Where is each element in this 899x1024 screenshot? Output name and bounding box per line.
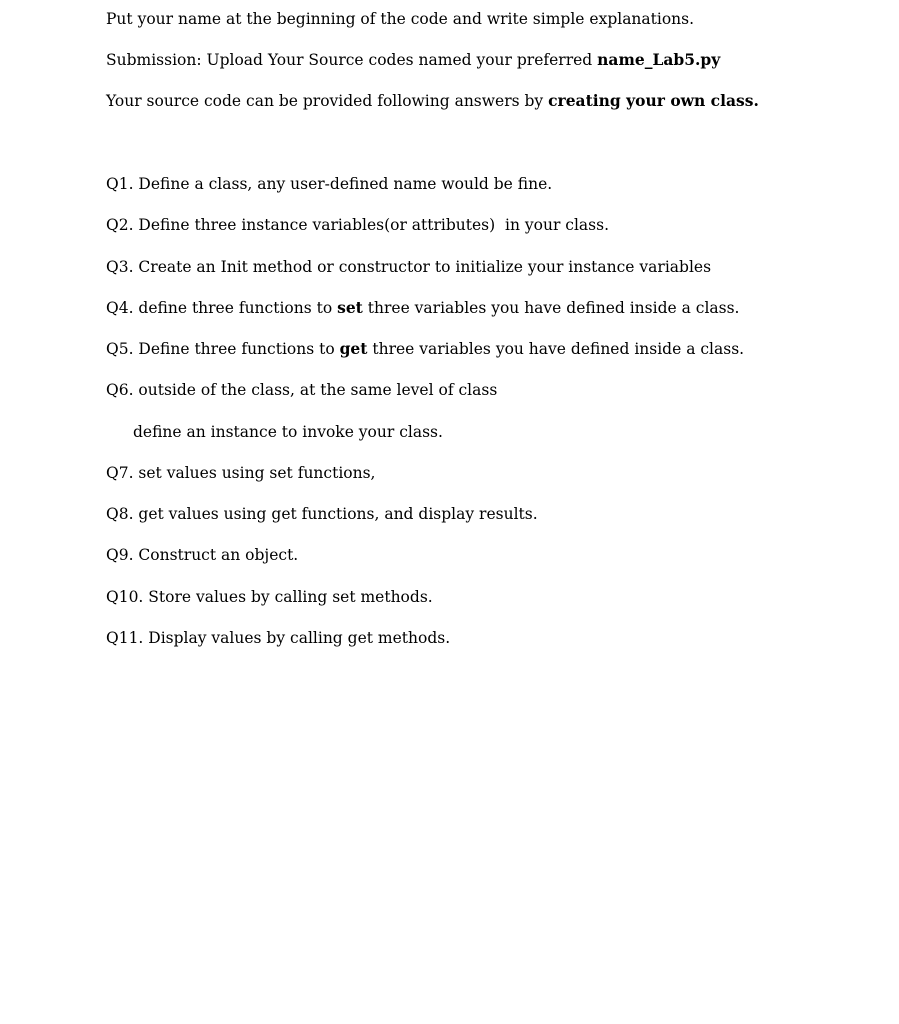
q6-detail-text: define an instance to invoke your class. xyxy=(133,423,443,441)
question-q1 xyxy=(106,174,552,194)
source-text: Your source code can be provided following answers by xyxy=(106,92,549,110)
question-q2 xyxy=(106,215,609,235)
source-instruction xyxy=(106,91,759,111)
q5-text-prefix: Q5. Define three functions to xyxy=(106,340,340,358)
question-q10 xyxy=(106,587,433,607)
q4-text-prefix: Q4. define three functions to xyxy=(106,299,338,317)
q6-text: Q6. outside of the class, at the same level of class xyxy=(106,381,498,399)
submission-text: Submission: Upload Your Source codes named your preferred xyxy=(106,51,598,69)
q4-bold: set xyxy=(337,298,363,317)
q5-bold: get xyxy=(339,339,368,358)
question-q4 xyxy=(106,298,739,318)
q11-text: Q11. Display values by calling get methods. xyxy=(106,629,451,647)
submission-filename: name_Lab5.py xyxy=(597,50,721,69)
q3-text: Q3. Create an Init method or constructor to initialize your instance variables xyxy=(106,258,712,276)
q8-text: Q8. get values using get functions, and display results. xyxy=(106,505,538,523)
question-q6-detail xyxy=(133,422,443,442)
q9-text: Q9. Construct an object. xyxy=(106,546,299,564)
submission-instruction xyxy=(106,50,720,70)
source-emphasis: creating your own class. xyxy=(548,91,759,110)
question-q8 xyxy=(106,504,538,524)
question-q7 xyxy=(106,463,375,483)
q1-text: Q1. Define a class, any user-defined name would be fine. xyxy=(106,175,553,193)
question-q3 xyxy=(106,257,711,277)
q4-text-suffix: three variables you have defined inside a class. xyxy=(362,299,740,317)
q2-text: Q2. Define three instance variables(or attributes) in your class. xyxy=(106,216,610,234)
q5-text-suffix: three variables you have defined inside a class. xyxy=(367,340,745,358)
name-instruction xyxy=(106,9,694,29)
name-instruction-text: Put your name at the beginning of the code and write simple explanations. xyxy=(106,10,695,28)
q10-text: Q10. Store values by calling set methods. xyxy=(106,588,433,606)
question-q5 xyxy=(106,339,744,359)
question-q11 xyxy=(106,628,450,648)
question-q6 xyxy=(106,380,497,400)
question-q9 xyxy=(106,545,298,565)
q7-text: Q7. set values using set functions, xyxy=(106,464,376,482)
